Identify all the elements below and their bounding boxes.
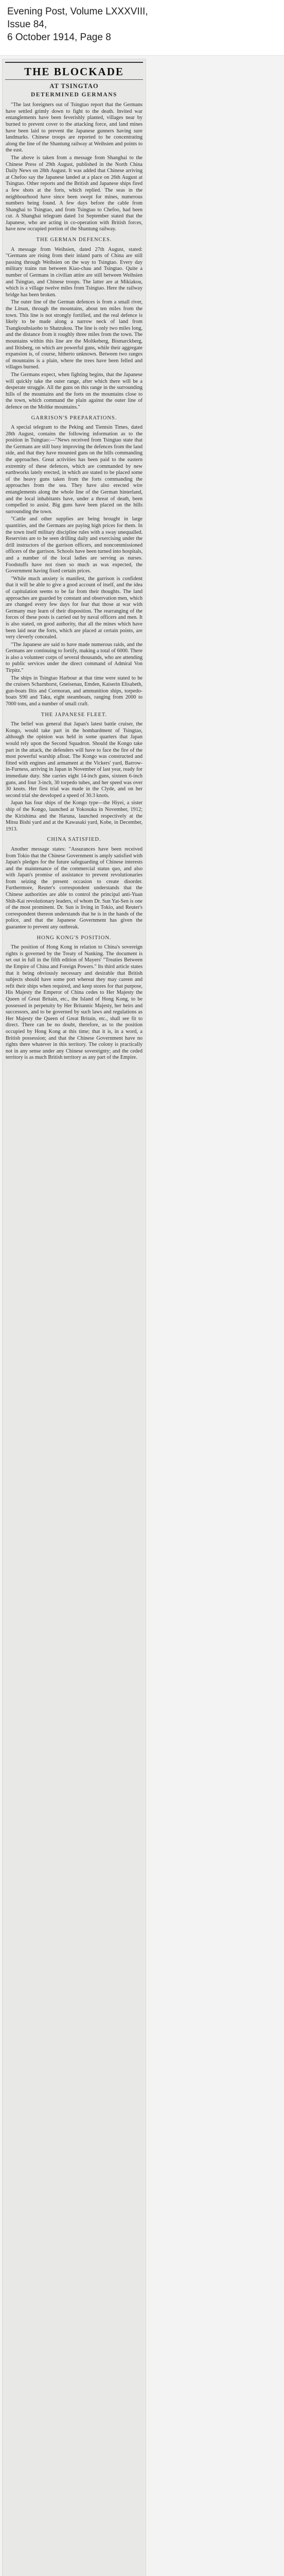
article-paragraph: Another message states: "Assurances have been received from Tokio that the Chinese Government is amply satisfied with Japan's pledges for the future safeguarding of Chinese interests and the maintenance of the commercial status quo, and also with Japan's promise of assistance to prevent revolutionaries from seizing the present occasion to create disorder. Furthermore, Reuter's correspondent understands that the Chinese authorities are able to control the principal anti-Yuan Shih-Kai revolutionary leaders, of whom Dr. Sun Yat-Sen is one of the most prominent. Dr. Sun is living in Tokio, and Reuter's correspondent thereon understands that he is in the hands of the police, and that the Japanese Government has given the guarantee to prevent any outbreak. <box>6 846 143 930</box>
article-paragraph: A message from Weihsien, dated 27th August, stated: "Germans are rising from their inland parts of China are still passing through Weihsien on the way to Tsingtao. Every day military trains run between Kiao-chau and Tsingtao. Quite a number of Germans in civilian attire are still between Weihsien and Tsingtao, and Chinese troops. The latter are at Mikiakou, which is a village twelve miles from Tsingtao. Here the railway bridge has been broken. <box>6 246 143 298</box>
section-heading-china-satisfied: CHINA SATISFIED. <box>47 837 101 843</box>
article-paragraph: The Germans expect, when fighting begins, that the Japanese will quickly take the outer range, after which there will be a desperate struggle. All the guns on this range in the surrounding hills of the mountains and the forts on the mountains close to the town, which command the plain against the outer line of defence on the Moltke mountains." <box>6 371 143 410</box>
article-paragraph: Japan has four ships of the Kongo type—the Hiyei, a sister ship of the Kongo, launched at Yokosuka in November, 1912; the Kirishima and the Haruna, launched respectively at the Mitsu Bishi yard and at the Kawasaki yard, Kobe, in December, 1913. <box>6 800 143 832</box>
article-paragraph: "While much anxiety is manifest, the garrison is confident that it will be able to give a good account of itself, and the idea of capitulation seems to be far from their thoughts. The land approaches are guarded by constant and observation men, which are changed every few days for fear that those at war with Germany may learn of their disposition. The rearranging of the forces of these posts is carried out by naval officers and men. It is also stated, on good authority, that all the mines which have been laid near the forts, which are placed at certain points, are very cleverly concealed. <box>6 575 143 640</box>
title-rule <box>5 79 143 80</box>
section-heading-japanese-fleet: THE JAPANESE FLEET. <box>41 711 108 718</box>
article-paragraph: The position of Hong Kong in relation to China's sovereign rights is governed by the Treaty of Nanking. The document is set out in full in the fifth edition of Mayers' "Treaties Between the Empire of China and Foreign Powers." Its third article states that it being obviously necessary and desirable that British subjects should have some port whereat they may careen and refit their ships when required, and keep stores for that purpose, His Majesty the Emperor of China cedes to Her Majesty the Queen of Great Britain, etc., the Island of Hong Kong, to be possessed in perpetuity by Her Britannic Majesty, her heirs and successors, and to be governed by such laws and regulations as Her Majesty the Queen of Great Britain, etc., shall see fit to direct. There can be no doubt, therefore, as to the position occupied by Hong Kong at this time; that it is, in a word, a British possession; and that the Chinese Government have no rights there whatever in this territory. The colony is practically not in any sense under any Chinese sovereignty; and the ceded territory is as much British territory as any part of the Empire. <box>6 944 143 1061</box>
article-paragraph: The belief was general that Japan's latest battle cruiser, the Kongo, would take part in the bombardment of Tsingtao, although the opinion was held in some quarters that Japan would rely upon the Second Squadron. Should the Kongo take part in the attack, the defenders will have to face the fire of the most powerful warship afloat. The Kongo was constructed and fitted with engines and armament at the Vickers' yard, Barrow-in-Furness, arriving in Japan in November of last year, ready for immediate duty. She carries eight 14-inch guns, sixteen 6-inch guns, and four 3-inch, 30 torpedo tubes, and her speed was over 30 knots. Her first trial was made in the Clyde, and on her second trial she developed a speed of 30.3 knots. <box>6 721 143 799</box>
header <box>0 0 284 56</box>
issue-date-page: 6 October 1914, Page 8 <box>7 32 111 43</box>
article-paragraph: The outer line of the German defences is from a small river, the Litsun, through the mountains, about ten miles from the town. This line is not strongly fortified, and the real defence is likely to be made along a narrow neck of land from Tsangkouhsiaoho to Shatzukou. The line is only two miles long, and the distance from it roughly three miles from the town. The mountains within this line are the Moltkeberg, Bismarckberg, and Iltisberg, on which are powerful guns, while their aggregate expansion is, of course, hitherto unknown. Between two ranges of mountains is a plain, where the trees have been felled and villages burned. <box>6 299 143 370</box>
section-heading-garrison: GARRISON'S PREPARATIONS. <box>31 415 117 421</box>
article-paragraph: "The Japanese are said to have made numerous raids, and the Germans are continuing to fortify, making a total of 6000. There is also a volunteer corps of several thousands, who are attending to public services under the direct command of Admiral Von Tirpitz." <box>6 641 143 674</box>
article-subtitle-2: DETERMINED GERMANS <box>31 91 117 98</box>
section-heading-hong-kong: HONG KONG'S POSITION. <box>37 935 112 941</box>
article-paragraph: "Cattle and other supplies are being brought in large quantities, and the Germans are paying high prices for them. In the town itself military discipline rules with a sway unequalled. Reservists are to be seen drilling daily and exercising under the drill instructors of the garrison officers, and noncommissioned officers of the garrison. Schools have been turned into hospitals, and a number of the local ladies are serving as nurses. Foodstuffs have not risen so much as was expected, the Government having fixed certain prices. <box>6 516 143 574</box>
article-paragraph: The above is taken from a message from Shanghai to the Chinese Press of 29th August, published in the North China Daily News on 28th August. It was added that Chinese arriving at Chefoo say the Japanese landed at a place on 26th August at Tsingtao. Other reports and the British and Japanese ships fired a few shots at the forts, which replied. The seas in the neighbourhood have since been swept for mines, numerous numbers being found. A few days before the cable from Shanghai to Tsingtao, and from Tsingtao to Chefoo, had been cut. A Shanghai telegram dated 1st September stated that the Japanese, who are acting in co-operation with British forces, have now occupied portion of the Shantung railway. <box>6 155 143 232</box>
publication-title: Evening Post, Volume LXXXVIII, <box>7 6 148 17</box>
article-paragraph: "The last foreigners out of Tsingtao report that the Germans have settled grimly down to fight to the death. Invited war entanglements have been feverishly planted, villages near by burned to prevent cover to the attacking force, and land mines have been laid to prevent the Japanese gunners having sure landmarks. Chinese troops are reported to be concentrating along the line of the Shantung railway at Weihsien and points to the east. <box>6 102 143 154</box>
newspaper-clipping <box>2 59 146 2576</box>
article-paragraph: A special telegram to the Peking and Tientsin Times, dated 28th August, contains the following information as to the position in Tsingtao:—"News received from Tsingtao state that the Germans are still busy improving the defences from the land side, and that they have mounted guns on the hills commanding the approaches. Great activities has been paid to the eastern extremity of these defences, which are commanded by new earthworks lately erected, in which are stated to be placed some of the heavy guns taken from the forts commanding the approaches from the sea. They have also erected wire entanglements along the whole line of the German hinterland, and the local inhabitants have, under a threat of death, been compelled to assist. Big guns have been placed on the hills surrounding the town. <box>6 425 143 515</box>
article-paragraph: The ships in Tsingtao Harbour at that time were stated to be the cruisers Scharnhorst, Gneisenau, Emden, Kaiserin Elisabeth, gun-boats Iltis and Cormoran, and ammunition ships, torpedo-boats S90 and Taku, eight steamboats, ranging from 2000 to 7000 tons, and a number of small craft. <box>6 675 143 707</box>
article-title: THE BLOCKADE <box>24 65 124 78</box>
section-heading-german-defences: THE GERMAN DEFENCES. <box>36 237 112 243</box>
issue-number: Issue 84, <box>7 19 47 30</box>
article-subtitle: AT TSINGTAO <box>49 82 99 90</box>
top-rule <box>5 62 143 63</box>
